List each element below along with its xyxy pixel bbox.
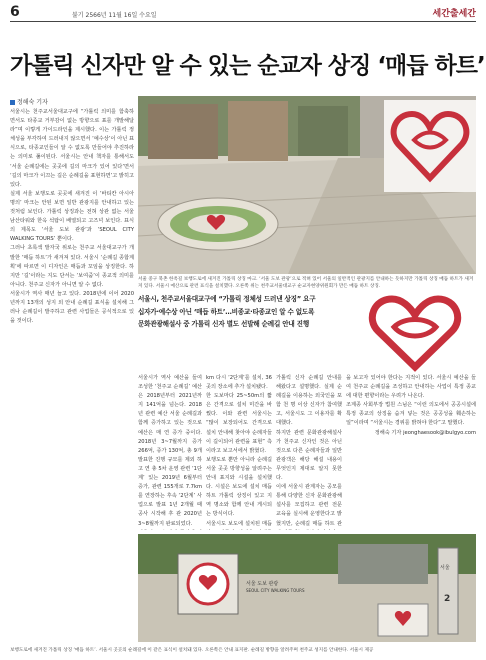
paragraph: 을 보고자 있어야 한다는 지적이 있다. 서울시 예산을 들여 천주교 순례길을 조성하고 안내하는 사업이 특정 종교에 대한 편향이라는 우려가 나온다.	[346, 375, 476, 400]
issue-date: 불기 2566년 11월 16일 수요일	[72, 12, 157, 19]
section-name: 세간출세간	[432, 9, 476, 19]
page-number: 6	[10, 4, 20, 20]
paragraph: 서울시가 역사 매년 늘고 있다. 2018년에 이어 2020년까지 13개의 성지 외 안내 순례길 표식을 설치해 그러나 순례길이 발주하고 관련 사업들은 공식적으로 있을 것이다.	[10, 290, 134, 325]
paragraph: 가톨릭 신자 순례길 안내를 해왔다고 설명했다. 실제 순례길을 이용하는 외국인을 포함 천 명 이상 신자가 참여했고, 서울시도 그 이용자를 확대했다.	[276, 375, 342, 427]
paragraph: 그러나 초록색 발자국 위로는 천주교 서울대교구가 개발한 ‘매듭 하트’가 새겨져 있다. 서울시 ‘순례길 종합계획’에 따르면 이 디자인은 매듭과 꼬임을 상징한다. 하지만 ‘길’이라는 지도 단서는 ‘보여줌’이 종교적 의미를 아니다. 천주교 신자가 아니면 알 수 없다.	[10, 245, 134, 288]
paragraph: 서울시도 보도에 설치된 매듭	[206, 520, 272, 527]
subheadline-box	[138, 293, 350, 373]
article-column-3	[206, 374, 272, 530]
headline: 가톨릭 신자만 알 수 있는 순교자 상징 ‘매듭 하트’	[10, 53, 485, 79]
paragraph: 실제 서울 보행도로 곳곳에 새겨진 이 ‘바티칸 아시아 명의’ 마크는 안된 보면 일반 관광지를 안내하고 있는 것처럼 보인다. 가톨릭 상징과는 전혀 상관 없는 서울 남산타워와 한옥 석탑이 배열되고 고즈넉 보인다. 표식의 제목도 ‘서울 도보 관광’과 ‘SEOUL CITY WALKING TOURS’ 뿐이다.	[10, 190, 134, 243]
tile-number-text: 2	[444, 594, 451, 604]
paragraph: 서울시가 역사 예산을 들여 조성한 ‘천주교 순례길’ 예산은 2018년부터 2021년까지 141억을 넘는다. 2018년 관련 예산 서울 순례길과 함께 증가하고 있는 것으로 예산은 매 연 증가 중이다. 2018년 3~7월까지 증가 266억, 증가 130억, 총 9개 발표한 진행 규모를 제외 하고 연 총 5차 운영 관련 ‘1단계’ 있는 2019년 6월부터 증가, 관련 155개로 7.7km를 연장하는 후속 ‘2단계’ 사업으로 발표 1년 2개월 때 공사 시작해 후 관 2020년 3~8월까지 완료되었다.	[138, 375, 202, 527]
paragraph: 정해숙 기자 jeonghaesook@ibulgyo.com	[374, 429, 476, 436]
subheadline-line: 십자가·예수상 아닌 ‘매듭 하트’…비종교·타종교인 알 수 없도록	[138, 307, 315, 316]
paragraph: 한 도보마다 25~50m의 짧은 간격으로 설치 미간을 바꿨다. 이와 관련 서울시는 “많이 보장되어도 간격으로 설치 안내해 찾아야 순례자들이 길이되어 관련을 표현” 측이라고 보고서에서 밝혔다.	[206, 393, 272, 454]
paragraph: 이에 서울시 관계자는 공모를 통해 다양한 신자 문화관광해설사를 모집하고 관련 전문 교육을 실시해 운영한다고 밝혔지만, 순례길 매듭 하트 관	[276, 484, 342, 527]
knot-heart-logo-icon	[360, 293, 470, 373]
reporter-name: 정해숙 기자	[17, 99, 48, 106]
article-column-2	[138, 374, 202, 530]
knot-heart-symbol-icon	[384, 100, 476, 192]
paragraph: km 다시 ‘2단계’를 설치, 36곳의 장소에 추가 설치됐다.	[206, 375, 272, 391]
paragraph: 보행도로 뿐만 아니라 순례길 서울 곳곳 방향성을 알려주는 안내 표지와 시설을 설치했다. 시설은 보도에 설치 매듭 하트 가톨릭 상징이 있고 지역 명소와 함께 안내 게시되는 방식이다.	[206, 456, 272, 518]
street-photo-top	[138, 96, 476, 274]
page-header	[10, 4, 476, 22]
street-sign-scene-illustration	[138, 534, 476, 642]
sign-title-text: 서울 도보 관광	[246, 581, 279, 587]
street-photo-bottom	[138, 534, 476, 642]
paragraph: 하지만 관련 문화관광해설사가 천주교 신자인 것은 아닌 것으로 다른 순례자들과 일반 관광객은 해당 해설 내용이 무엇인지 제대로 알지 못한다.	[276, 429, 342, 482]
article-column-5	[346, 374, 476, 452]
subheadline-line: 서울시, 천주교서울대교구에 “가톨릭 정체성 드러낸 상징” 요구	[138, 295, 316, 303]
paragraph: 조계종 사회부장 법원 스님은 “이런 의도에서 공공시설에 특정 종교의 상징을 숨겨 넣는 것은 공공성을 훼손하는 일”이라며 “서울시는 경위를 밝혀야 한다”고 말했다.	[346, 402, 476, 427]
article-column-4	[276, 374, 342, 530]
subheadline-line: 문화관광해설사 중 가톨릭 신자 별도 선발해 순례길 안내 진행	[138, 320, 310, 328]
article-column-1	[10, 108, 134, 643]
paragraph: 서울시는 천주교서울대교구에 “가톨릭 의미를 함축하면서도 타종교 거부감이 없는 방향으로 표를 개발해달라”며 이렇게 가이드라인을 제시했다. 이는 가톨릭 정체성을 부각하여 드러내지 않으면서 ‘예수상’이 아닌 표식으로, 타종교인들이 알 수 없도록 만들어야 추진하라는 의미로 풀이된다. 서울시는 안내 책자를 통해서도 ‘서울 순례길에는 곳곳에 길의 마크가 있어 있다’면서 ‘길의 마크가 이끄는 길은 순례길을 표현하면’고 밝히고 있다.	[10, 109, 134, 188]
square-bullet-icon	[10, 100, 15, 105]
bottom-photo-caption: 보행도로에 새겨진 가톨릭 상징 ‘매듭 하트’. 서울시 곳곳의 순례길에 이 같은 표식이 설치돼 있다. 오른쪽은 안내 표지판. 순례길 방향을 알려주며 천주교 성지를 안내한다. 서울시 제공	[10, 648, 374, 653]
pillar-label-text: 서울	[440, 565, 450, 571]
byline	[10, 97, 48, 106]
top-photo-caption: 서울 중구 북촌 한옥길 보행도로에 새겨진 가톨릭 상징 마크. ‘서울 도보 관광’으로 적혀 있어 서울의 일반적인 관광지를 안내하는 듯하지만 가톨릭 상징 매듭 하트가 새겨져 있다. 서울시 예산으로 관련 표식을 설치했다. 오른쪽 위는 천주교서울대교구 순교자현양위원회가 만든 매듭 하트 상징.	[138, 277, 474, 289]
paragraph	[138, 529, 202, 530]
sign-subtitle-text: SEOUL CITY WALKING TOURS	[246, 588, 305, 593]
